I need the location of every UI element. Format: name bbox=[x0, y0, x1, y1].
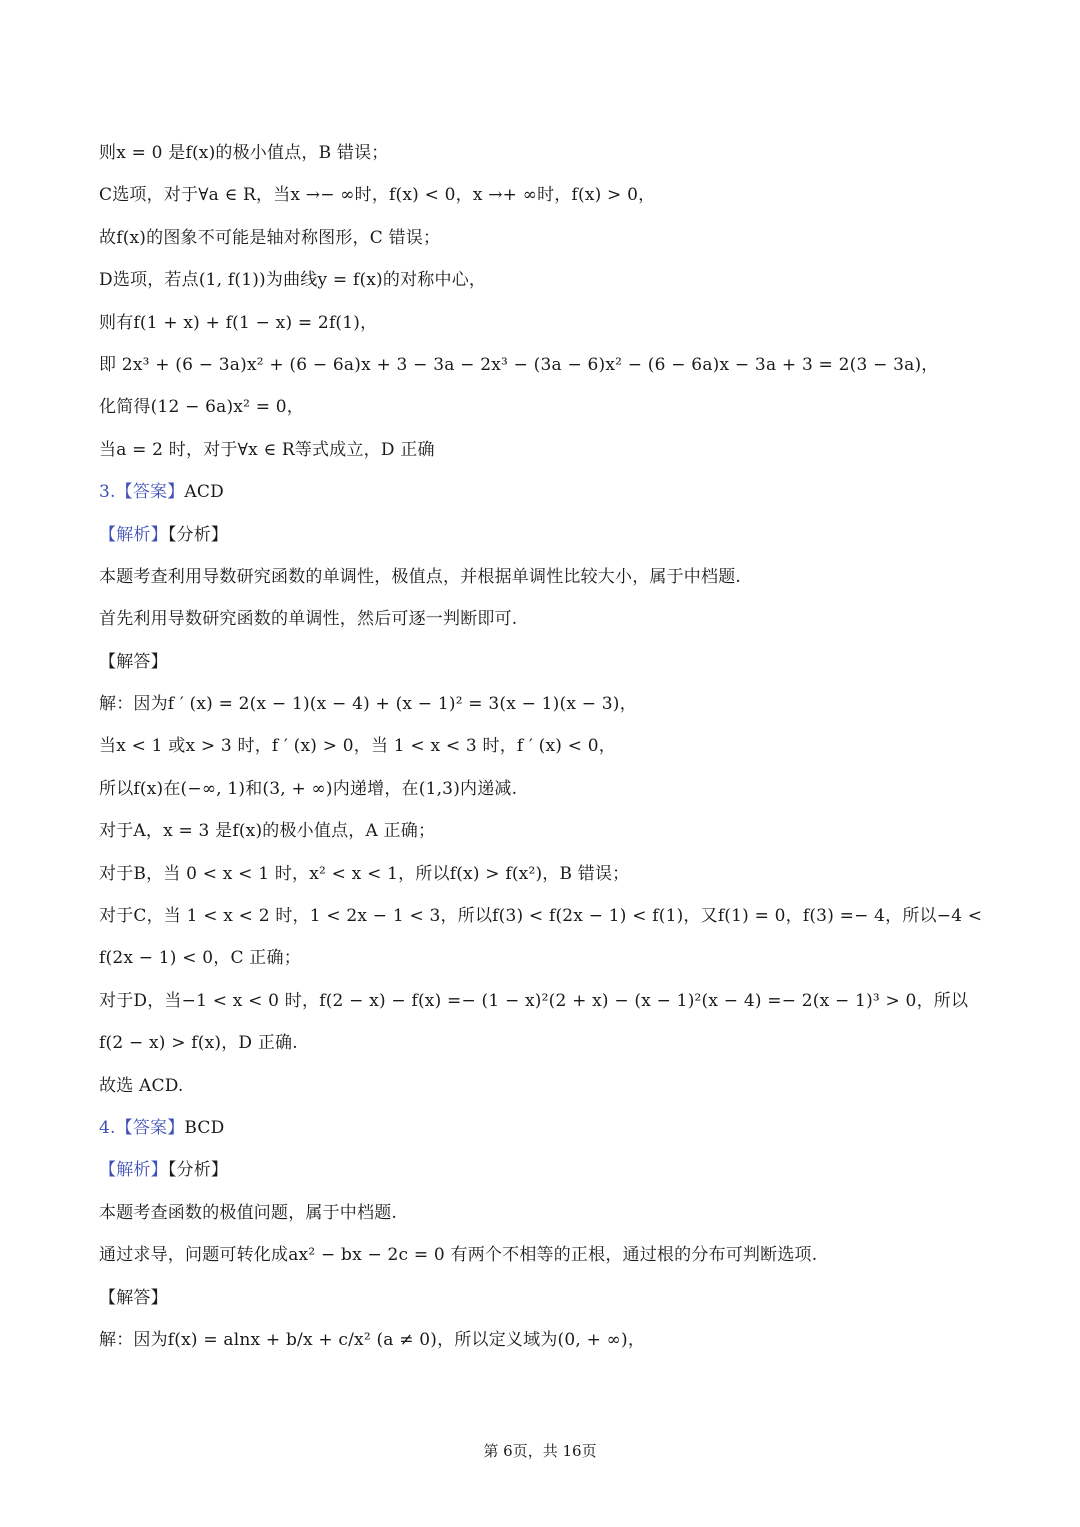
analysis-label: 【解析】 bbox=[99, 524, 168, 545]
text-line: 首先利用导数研究函数的单调性，然后可逐一判断即可. bbox=[99, 609, 518, 630]
text-line: 故选 ACD. bbox=[99, 1075, 184, 1096]
text-line: 所以f(x)在(−∞, 1)和(3, + ∞)内递增，在(1,3)内递减. bbox=[99, 778, 518, 799]
text-line: f(2 − x) > f(x)，D 正确. bbox=[99, 1033, 298, 1054]
document-body bbox=[99, 132, 989, 1361]
text-line: 对于C，当 1 < x < 2 时，1 < 2x − 1 < 3，所以f(3) < f(2x − 1) < f(1)，又f(1) = 0，f(3) =− 4，所以−4 < bbox=[99, 906, 983, 927]
page-footer: 第 6页，共 16页 bbox=[483, 1442, 597, 1460]
solution-heading: 【解答】 bbox=[99, 651, 168, 672]
answer-value: ACD bbox=[184, 482, 224, 503]
text-line: 故f(x)的图象不可能是轴对称图形，C 错误； bbox=[99, 227, 441, 248]
analysis-sub-label: 【分析】 bbox=[167, 1160, 229, 1181]
text-line: 即 2x³ + (6 − 3a)x² + (6 − 6a)x + 3 − 3a − 2x³ − (3a − 6)x² − (6 − 6a)x − 3a + 3 = 2(3 − 3a)， bbox=[99, 354, 939, 375]
text-line: 当x < 1 或x > 3 时，f ′ (x) > 0，当 1 < x < 3 时，f ′ (x) < 0， bbox=[99, 736, 617, 757]
text-line: 本题考查利用导数研究函数的单调性，极值点，并根据单调性比较大小，属于中档题. bbox=[99, 566, 742, 587]
text-line: 化简得(12 − 6a)x² = 0， bbox=[99, 397, 304, 418]
text-line: 对于A，x = 3 是f(x)的极小值点，A 正确； bbox=[99, 821, 436, 842]
solution-heading: 【解答】 bbox=[99, 1287, 168, 1308]
answer-value: BCD bbox=[184, 1117, 225, 1138]
analysis-heading bbox=[99, 514, 989, 556]
text-line: 当a = 2 时，对于∀x ∈ R等式成立，D 正确 bbox=[99, 439, 435, 460]
text-line: 则x = 0 是f(x)的极小值点，B 错误； bbox=[99, 143, 389, 163]
text-line: C选项，对于∀a ∈ R，当x →− ∞时，f(x) < 0，x →+ ∞时，f(x) > 0， bbox=[99, 185, 656, 206]
text-line: 解：因为f(x) = alnx + b/x + c/x² (a ≠ 0)，所以定义域为(0, + ∞)， bbox=[99, 1329, 646, 1350]
text-line: 对于B，当 0 < x < 1 时，x² < x < 1，所以f(x) > f(x²)，B 错误； bbox=[99, 863, 630, 884]
text-line: f(2x − 1) < 0，C 正确； bbox=[99, 948, 301, 969]
text-line: 对于D，当−1 < x < 0 时，f(2 − x) − f(x) =− (1 − x)²(2 + x) − (x − 1)²(x − 4) =− 2(x − 1)³ > 0，所以 bbox=[99, 990, 969, 1011]
text-line: 则有f(1 + x) + f(1 − x) = 2f(1)， bbox=[99, 312, 378, 333]
text-line: 通过求导，问题可转化成ax² − bx − 2c = 0 有两个不相等的正根，通过根的分布可判断选项. bbox=[99, 1245, 818, 1266]
text-line: D选项，若点(1, f(1))为曲线y = f(x)的对称中心， bbox=[99, 270, 487, 291]
analysis-label: 【解析】 bbox=[99, 1160, 168, 1181]
answer-label: 4.【答案】 bbox=[99, 1117, 185, 1138]
analysis-sub-label: 【分析】 bbox=[167, 524, 229, 545]
text-line: 解：因为f ′ (x) = 2(x − 1)(x − 4) + (x − 1)² = 3(x − 1)(x − 3)， bbox=[99, 694, 637, 715]
analysis-heading bbox=[99, 1149, 989, 1191]
answer-label: 3.【答案】 bbox=[99, 482, 185, 503]
text-line: 本题考查函数的极值问题，属于中档题. bbox=[99, 1202, 398, 1223]
answer-heading-3 bbox=[99, 471, 989, 513]
answer-heading-4 bbox=[99, 1107, 989, 1149]
